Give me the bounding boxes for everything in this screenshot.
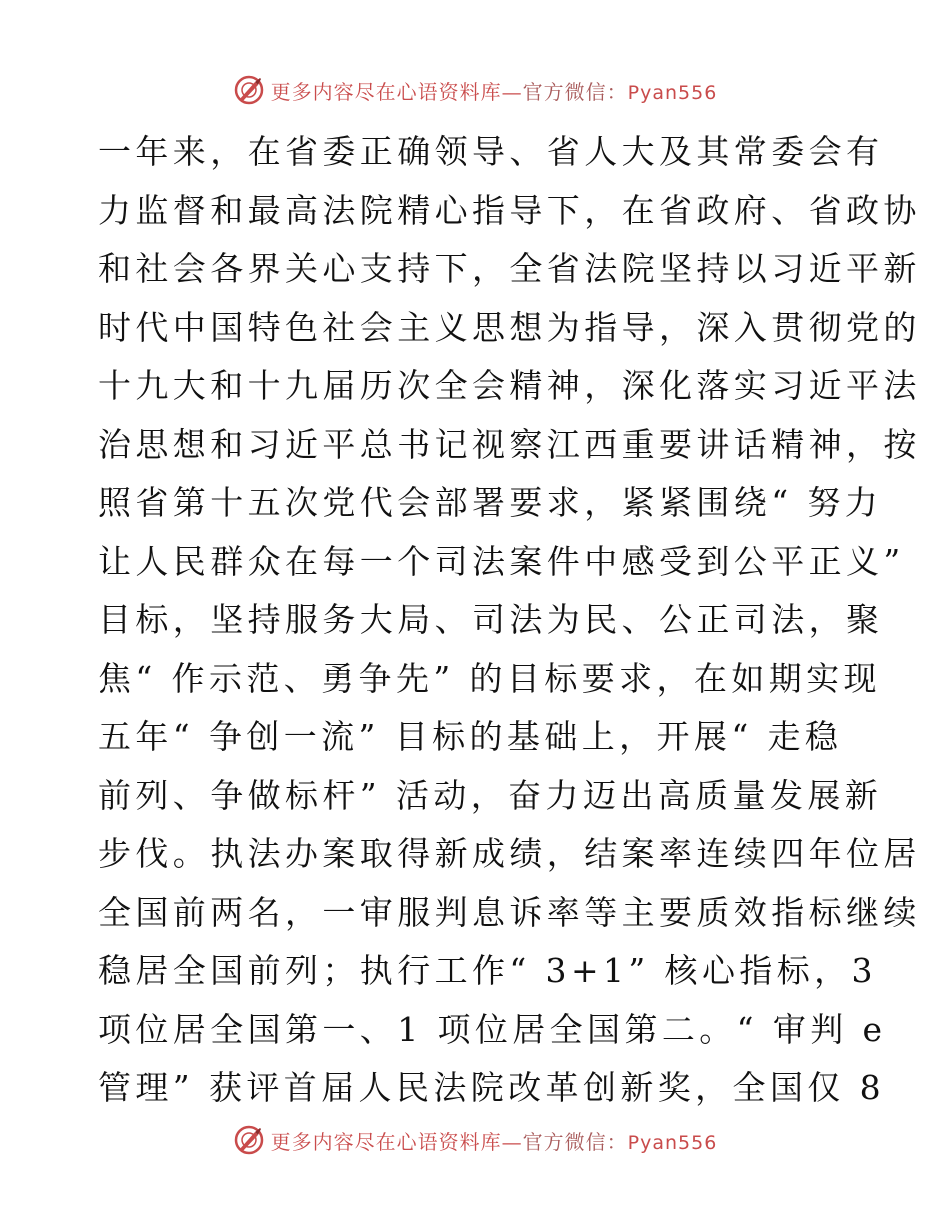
watermark-header [0,68,950,112]
text-line: 五年“ 争创一流” 目标的基础上，开展“ 走稳 [98,717,843,756]
watermark-text [271,1126,718,1155]
text-line: 十九大和十九届历次全会精神，深化落实习近平法 [98,366,921,405]
text-line: 目标，坚持服务大局、司法为民、公正司法，聚 [98,600,884,639]
watermark-separator: — [501,1129,523,1154]
logo-icon [233,74,265,106]
text-line: 管理” 获评首届人民法院改革创新奖，全国仅 8 [98,1068,886,1107]
logo-icon [233,1124,265,1156]
text-line: 治思想和习近平总书记视察江西重要讲话精神，按 [98,424,921,464]
text-line: 前列、争做标杆” 活动，奋力迈出高质量发展新 [98,775,883,815]
text-line: 一年来，在省委正确领导、省人大及其常委会有 [98,132,884,171]
watermark-site-name: 更多内容尽在心语资料库 [270,79,502,104]
text-line: 项位居全国第一、1 项位居全国第二。“ 审判 e [98,1009,887,1049]
watermark-site-name: 更多内容尽在心语资料库 [270,1129,502,1154]
text-line: 步伐。执法办案取得新成绩，结案率连续四年位居 [98,834,921,873]
watermark-separator: — [501,79,523,104]
text-line: 和社会各界关心支持下，全省法院坚持以习近平新 [98,249,921,288]
watermark-official-label: 官方微信： [522,79,628,104]
watermark-wechat-id: Pyan556 [627,1131,718,1154]
text-line: 稳居全国前列；执行工作“ 3+1” 核心指标，3 [98,951,877,990]
watermark-text [271,76,718,105]
watermark-wechat-id: Pyan556 [627,81,718,104]
text-line: 全国前两名，一审服判息诉率等主要质效指标继续 [98,892,921,932]
document-body [98,123,921,1118]
text-line: 时代中国特色社会主义思想为指导，深入贯彻党的 [98,307,921,347]
watermark-official-label: 官方微信： [522,1129,628,1154]
watermark-footer [0,1118,950,1162]
text-line: 力监督和最高法院精心指导下，在省政府、省政协 [98,190,921,230]
text-line: 让人民群众在每一个司法案件中感受到公平正义” [98,541,905,581]
text-line: 照省第十五次党代会部署要求，紧紧围绕“ 努力 [98,483,883,522]
text-line: 焦“ 作示范、勇争先” 的目标要求，在如期实现 [98,658,881,698]
